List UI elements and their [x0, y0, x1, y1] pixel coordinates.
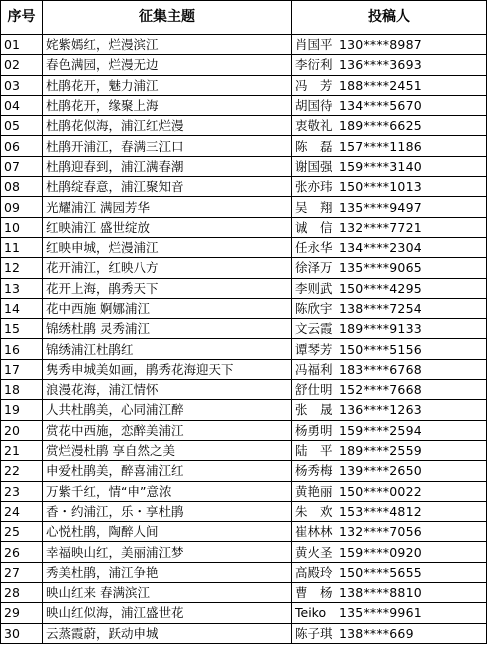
row-theme: 杜鹃迎春到，浦江满春潮 — [43, 156, 292, 176]
table-header-row — [1, 1, 487, 35]
row-author — [292, 258, 487, 278]
row-number: 16 — [1, 339, 43, 359]
row-author — [292, 623, 487, 643]
author-name: 肖国平 — [295, 37, 333, 53]
row-theme: 春色满园，烂漫无边 — [43, 55, 292, 75]
table-row — [1, 623, 487, 643]
row-number: 03 — [1, 75, 43, 95]
row-author — [292, 55, 487, 75]
row-author — [292, 400, 487, 420]
row-number: 02 — [1, 55, 43, 75]
table-body — [1, 35, 487, 644]
author-name: 文云霞 — [295, 321, 333, 337]
row-number: 09 — [1, 197, 43, 217]
table-row — [1, 75, 487, 95]
author-phone: 159****0920 — [339, 544, 422, 560]
row-author — [292, 501, 487, 521]
table-row — [1, 95, 487, 115]
author-name: 张 晟 — [295, 402, 333, 418]
row-author — [292, 177, 487, 197]
author-phone: 132****7721 — [339, 219, 422, 235]
row-author — [292, 583, 487, 603]
author-phone: 152****7668 — [339, 382, 422, 398]
table-row — [1, 501, 487, 521]
author-phone: 189****6625 — [339, 118, 422, 134]
row-theme: 映山红来 春满滨江 — [43, 583, 292, 603]
row-number: 27 — [1, 562, 43, 582]
row-number: 11 — [1, 237, 43, 257]
row-author — [292, 542, 487, 562]
table-row — [1, 359, 487, 379]
row-theme: 杜鹃花开，魅力浦江 — [43, 75, 292, 95]
table-row — [1, 136, 487, 156]
author-name: 舒仕明 — [295, 382, 333, 398]
table-row — [1, 339, 487, 359]
table-row — [1, 380, 487, 400]
table-row — [1, 237, 487, 257]
author-phone: 135****9961 — [339, 605, 422, 621]
author-name: 曹 杨 — [295, 585, 333, 601]
author-name: 陆 平 — [295, 443, 333, 459]
row-number: 28 — [1, 583, 43, 603]
author-phone: 150****1013 — [339, 179, 422, 195]
author-phone: 138****7254 — [339, 301, 422, 316]
table-row — [1, 217, 487, 237]
column-header-num: 序号 — [1, 1, 43, 35]
row-theme: 杜鹃绽春意，浦江聚知音 — [43, 177, 292, 197]
row-number: 01 — [1, 35, 43, 55]
row-author — [292, 237, 487, 257]
table-row — [1, 461, 487, 481]
row-number: 24 — [1, 501, 43, 521]
author-name: 朱 欢 — [295, 503, 333, 519]
row-number: 12 — [1, 258, 43, 278]
row-theme: 云蒸霞蔚，跃动申城 — [43, 623, 292, 643]
author-name: 陈 磊 — [295, 138, 333, 154]
row-theme: 锦绣杜鹃 灵秀浦江 — [43, 319, 292, 339]
author-name: 冯福利 — [295, 361, 333, 377]
author-phone: 135****9497 — [339, 199, 422, 215]
author-name: 谭琴芳 — [295, 341, 333, 357]
table-row — [1, 440, 487, 460]
author-name: 衷敬礼 — [295, 118, 333, 134]
table-row — [1, 55, 487, 75]
author-phone: 189****9133 — [339, 321, 422, 337]
row-theme: 隽秀申城美如画，鹃秀花海迎天下 — [43, 359, 292, 379]
row-number: 21 — [1, 440, 43, 460]
author-phone: 134****2304 — [339, 240, 422, 256]
author-phone: 150****0022 — [339, 483, 422, 499]
row-theme: 姹紫嫣红，烂漫滨江 — [43, 35, 292, 55]
table-row — [1, 420, 487, 440]
author-name: 杨勇明 — [295, 422, 333, 438]
row-theme: 红映申城，烂漫浦江 — [43, 237, 292, 257]
author-phone: 135****9065 — [339, 260, 422, 276]
table-row — [1, 116, 487, 136]
author-phone: 157****1186 — [339, 138, 422, 154]
row-author — [292, 136, 487, 156]
row-author — [292, 481, 487, 501]
row-author — [292, 95, 487, 115]
row-author — [292, 562, 487, 582]
author-name: Teiko — [295, 605, 327, 621]
table-row — [1, 583, 487, 603]
row-author — [292, 217, 487, 237]
row-number: 10 — [1, 217, 43, 237]
row-number: 22 — [1, 461, 43, 481]
author-phone: 159****3140 — [339, 158, 422, 174]
author-name: 徐泽万 — [295, 260, 333, 276]
author-phone: 150****5156 — [339, 341, 422, 357]
table-row — [1, 400, 487, 420]
author-phone: 138****8810 — [339, 585, 422, 601]
row-author — [292, 461, 487, 481]
author-name: 胡国待 — [295, 98, 333, 114]
row-theme: 人共杜鹃美，心同浦江醉 — [43, 400, 292, 420]
row-author — [292, 35, 487, 55]
author-phone: 159****2594 — [339, 422, 422, 438]
author-name: 杨秀梅 — [295, 463, 333, 479]
row-number: 15 — [1, 319, 43, 339]
author-name: 高殿玲 — [295, 564, 333, 580]
row-theme: 心悦杜鹃，陶醉人间 — [43, 522, 292, 542]
author-phone: 150****5655 — [339, 564, 422, 580]
row-number: 13 — [1, 278, 43, 298]
table-row — [1, 319, 487, 339]
author-phone: 136****1263 — [339, 402, 422, 418]
author-phone: 188****2451 — [339, 77, 422, 93]
row-author — [292, 116, 487, 136]
table-row — [1, 177, 487, 197]
row-theme: 幸福映山红，美丽浦江梦 — [43, 542, 292, 562]
table-row — [1, 542, 487, 562]
row-author — [292, 319, 487, 339]
table-row — [1, 298, 487, 318]
row-author — [292, 75, 487, 95]
table-row — [1, 35, 487, 55]
row-number: 20 — [1, 420, 43, 440]
table-row — [1, 197, 487, 217]
author-name: 李则武 — [295, 280, 333, 296]
row-number: 25 — [1, 522, 43, 542]
author-name: 吴 翔 — [295, 199, 333, 215]
author-phone: 139****2650 — [339, 463, 422, 479]
author-phone: 134****5670 — [339, 98, 422, 114]
table-row — [1, 603, 487, 623]
author-name: 崔林林 — [295, 524, 333, 540]
row-number: 29 — [1, 603, 43, 623]
row-number: 23 — [1, 481, 43, 501]
author-name: 黄火圣 — [295, 544, 333, 560]
row-number: 19 — [1, 400, 43, 420]
row-author — [292, 298, 487, 318]
table-row — [1, 156, 487, 176]
row-theme: 映山红似海，浦江盛世花 — [43, 603, 292, 623]
row-theme: 杜鹃花似海，浦江红烂漫 — [43, 116, 292, 136]
author-phone: 130****8987 — [339, 37, 422, 53]
author-name: 冯 芳 — [295, 77, 333, 93]
row-author — [292, 522, 487, 542]
row-theme: 红映浦江 盛世绽放 — [43, 217, 292, 237]
row-author — [292, 278, 487, 298]
row-theme: 杜鹃花开，缘聚上海 — [43, 95, 292, 115]
row-author — [292, 339, 487, 359]
author-phone: 132****7056 — [339, 524, 422, 540]
column-header-theme: 征集主题 — [43, 1, 292, 35]
row-number: 08 — [1, 177, 43, 197]
row-number: 18 — [1, 380, 43, 400]
row-theme: 秀美杜鹃，浦江争艳 — [43, 562, 292, 582]
author-phone: 183****6768 — [339, 361, 422, 377]
author-name: 黄艳丽 — [295, 483, 333, 499]
row-author — [292, 380, 487, 400]
row-author — [292, 603, 487, 623]
row-theme: 锦绣浦江杜鹃红 — [43, 339, 292, 359]
table-row — [1, 258, 487, 278]
author-name: 谢国强 — [295, 158, 333, 174]
table-row — [1, 481, 487, 501]
row-number: 17 — [1, 359, 43, 379]
author-name: 诚 信 — [295, 219, 333, 235]
row-theme: 花开浦江，红映八方 — [43, 258, 292, 278]
row-author — [292, 359, 487, 379]
column-header-author: 投稿人 — [292, 1, 487, 35]
author-name: 任永华 — [295, 240, 333, 256]
table-row — [1, 278, 487, 298]
row-number: 07 — [1, 156, 43, 176]
row-author — [292, 197, 487, 217]
table-row — [1, 522, 487, 542]
author-phone: 189****2559 — [339, 443, 422, 459]
author-name: 李衍利 — [295, 57, 333, 73]
row-theme: 赏花中西施，恋醉美浦江 — [43, 420, 292, 440]
author-name: 陈子琪 — [295, 625, 333, 641]
row-theme: 光耀浦江 满园芳华 — [43, 197, 292, 217]
row-number: 05 — [1, 116, 43, 136]
row-theme: 杜鹃开浦江，春满三江口 — [43, 136, 292, 156]
author-name: 陈欣宇 — [295, 301, 333, 316]
row-theme: 万紫千红，情“申”意浓 — [43, 481, 292, 501]
author-name: 张亦玮 — [295, 179, 333, 195]
author-phone: 150****4295 — [339, 280, 422, 296]
row-number: 04 — [1, 95, 43, 115]
row-number: 30 — [1, 623, 43, 643]
row-author — [292, 420, 487, 440]
author-phone: 153****4812 — [339, 503, 422, 519]
row-number: 14 — [1, 298, 43, 318]
row-author — [292, 156, 487, 176]
row-number: 26 — [1, 542, 43, 562]
row-number: 06 — [1, 136, 43, 156]
row-theme: 花中西施 婀娜浦江 — [43, 298, 292, 318]
row-theme: 申爱杜鹃美，醉喜浦江红 — [43, 461, 292, 481]
author-phone: 138****669 — [339, 625, 414, 641]
row-theme: 赏烂漫杜鹃 享自然之美 — [43, 440, 292, 460]
row-theme: 花开上海，鹃秀天下 — [43, 278, 292, 298]
row-theme: 浪漫花海，浦江情怀 — [43, 380, 292, 400]
row-author — [292, 440, 487, 460]
row-theme: 香・约浦江，乐・享杜鹃 — [43, 501, 292, 521]
author-phone: 136****3693 — [339, 57, 422, 73]
table-row — [1, 562, 487, 582]
